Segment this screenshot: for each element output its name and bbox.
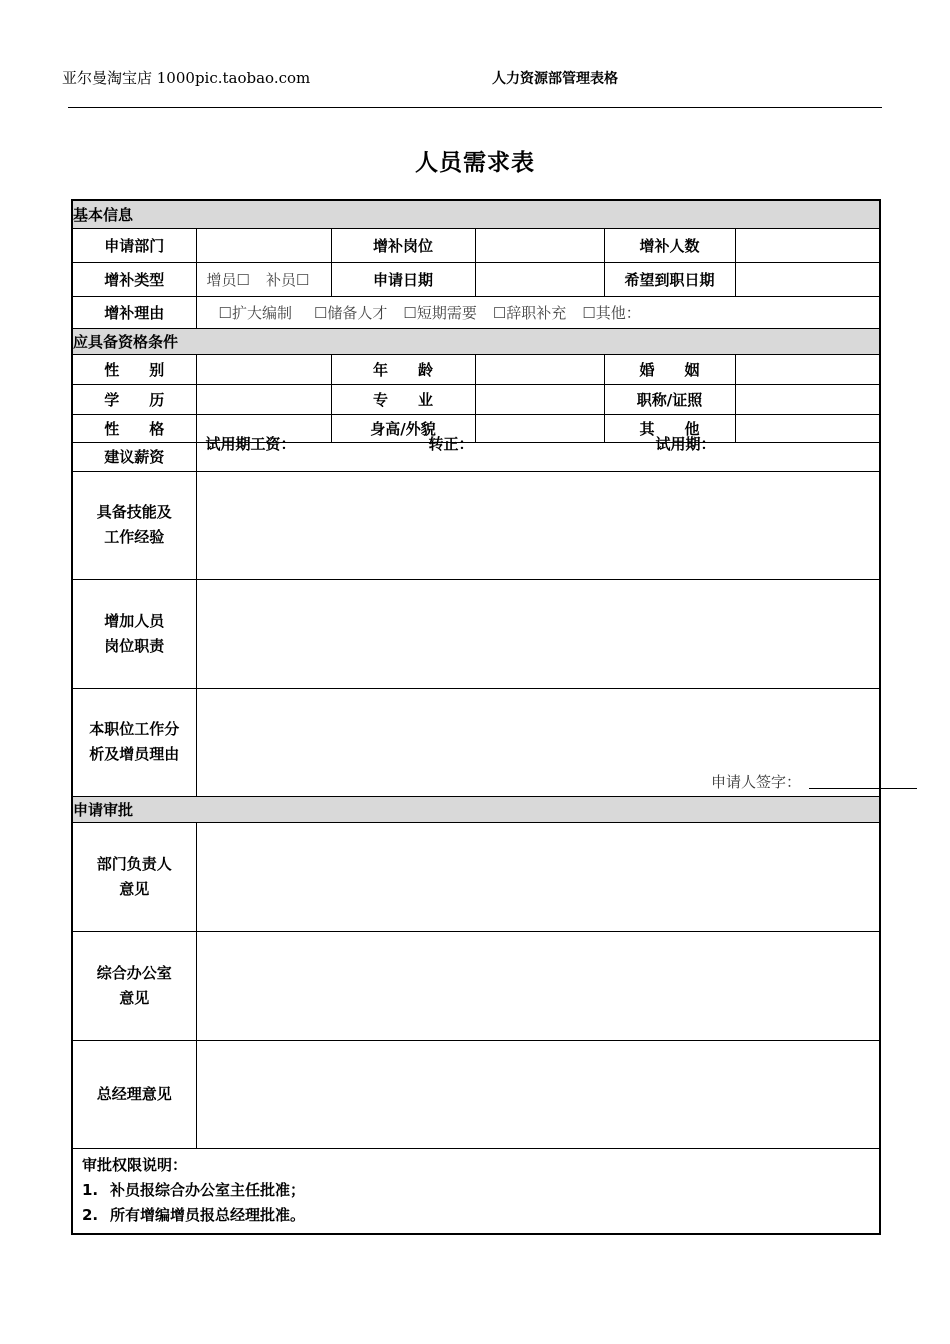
label-office [72, 931, 196, 1040]
reason-options [196, 296, 880, 328]
label-education: 学 历 [72, 384, 196, 414]
label-duties-line2: 岗位职责 [104, 636, 165, 655]
page-title: 人员需求表 [415, 150, 535, 176]
field-education[interactable] [196, 384, 331, 414]
label-type: 增补类型 [72, 262, 196, 296]
type-options[interactable] [196, 262, 331, 296]
field-age[interactable] [475, 354, 604, 384]
label-regular: 转正： [428, 434, 474, 453]
label-major: 专 业 [331, 384, 475, 414]
section-qualifications: 应具备资格条件 [72, 328, 880, 354]
field-apply-date[interactable] [475, 262, 604, 296]
requisition-form [71, 199, 881, 1235]
field-marriage[interactable] [735, 354, 880, 384]
field-duties[interactable] [196, 579, 880, 688]
field-dept-head-opinion[interactable] [196, 822, 880, 931]
field-skills[interactable] [196, 471, 880, 579]
label-duties [72, 579, 196, 688]
note-item [82, 1178, 879, 1203]
field-major[interactable] [475, 384, 604, 414]
label-gender: 性 别 [72, 354, 196, 384]
note-text: 所有增编增员报总经理批准。 [110, 1205, 306, 1224]
field-analysis[interactable] [196, 688, 880, 796]
label-apply-date: 申请日期 [331, 262, 475, 296]
label-other: 其 他 [604, 414, 735, 442]
field-expected-date[interactable] [735, 262, 880, 296]
label-height-look: 身高/外貌 [331, 414, 475, 442]
label-post: 增补岗位 [331, 228, 475, 262]
section-basic-info: 基本信息 [72, 200, 880, 228]
form-category: 人力资源部管理表格 [492, 71, 618, 87]
label-skills-line1: 具备技能及 [96, 503, 172, 521]
label-marriage: 婚 姻 [604, 354, 735, 384]
checkbox-replace-staff[interactable]: 补员☐ [265, 270, 310, 289]
label-office-line2: 意见 [119, 988, 150, 1007]
label-dept-head [72, 822, 196, 931]
label-expected-date: 希望到职日期 [604, 262, 735, 296]
field-office-opinion[interactable] [196, 931, 880, 1040]
label-skills [72, 471, 196, 579]
signature-line[interactable] [809, 788, 917, 789]
section-approval: 申请审批 [72, 796, 880, 822]
field-height-look[interactable] [475, 414, 604, 442]
notes-title: 审批权限说明： [82, 1155, 188, 1174]
label-analysis-line2: 析及增员理由 [89, 745, 180, 763]
label-analysis-line1: 本职位工作分 [89, 720, 180, 738]
shop-name: 亚尔曼淘宝店 1000pic.taobao.com [62, 69, 311, 87]
label-office-line1: 综合办公室 [96, 963, 172, 982]
label-dept-head-line1: 部门负责人 [96, 854, 172, 873]
checkbox-other[interactable]: ☐其他： [582, 303, 641, 322]
checkbox-resignation[interactable]: ☐辞职补充 [492, 303, 567, 322]
field-title-cert[interactable] [735, 384, 880, 414]
field-gender[interactable] [196, 354, 331, 384]
label-reason: 增补理由 [72, 296, 196, 328]
field-dept[interactable] [196, 228, 331, 262]
label-dept: 申请部门 [72, 228, 196, 262]
field-post[interactable] [475, 228, 604, 262]
label-salary: 建议薪资 [72, 442, 196, 471]
note-number: 2. [82, 1205, 99, 1224]
label-signature: 申请人签字： [711, 772, 802, 791]
header-divider [68, 107, 882, 108]
label-age: 年 龄 [331, 354, 475, 384]
field-count[interactable] [735, 228, 880, 262]
note-number: 1. [82, 1180, 99, 1199]
label-duties-line1: 增加人员 [104, 611, 165, 630]
checkbox-reserve[interactable]: ☐储备人才 [313, 303, 388, 322]
note-item [82, 1203, 879, 1228]
label-personality: 性 格 [72, 414, 196, 442]
note-text: 补员报综合办公室主任批准； [110, 1180, 306, 1199]
label-skills-line2: 工作经验 [104, 528, 165, 546]
salary-fields[interactable] [196, 434, 880, 471]
field-gm-opinion[interactable] [196, 1040, 880, 1148]
label-dept-head-line2: 意见 [119, 879, 150, 898]
applicant-signature[interactable] [711, 771, 917, 792]
label-trial-salary: 试用期工资： [205, 434, 296, 453]
checkbox-short-term[interactable]: ☐短期需要 [403, 303, 477, 322]
label-title-cert: 职称/证照 [604, 384, 735, 414]
checkbox-add-staff[interactable]: 增员☐ [206, 270, 250, 289]
label-trial-period: 试用期： [655, 434, 716, 453]
checkbox-expand[interactable]: ☐扩大编制 [218, 303, 292, 322]
label-gm: 总经理意见 [72, 1040, 196, 1148]
approval-notes [72, 1148, 880, 1234]
field-other[interactable] [735, 414, 880, 442]
label-count: 增补人数 [604, 228, 735, 262]
label-analysis [72, 688, 196, 796]
